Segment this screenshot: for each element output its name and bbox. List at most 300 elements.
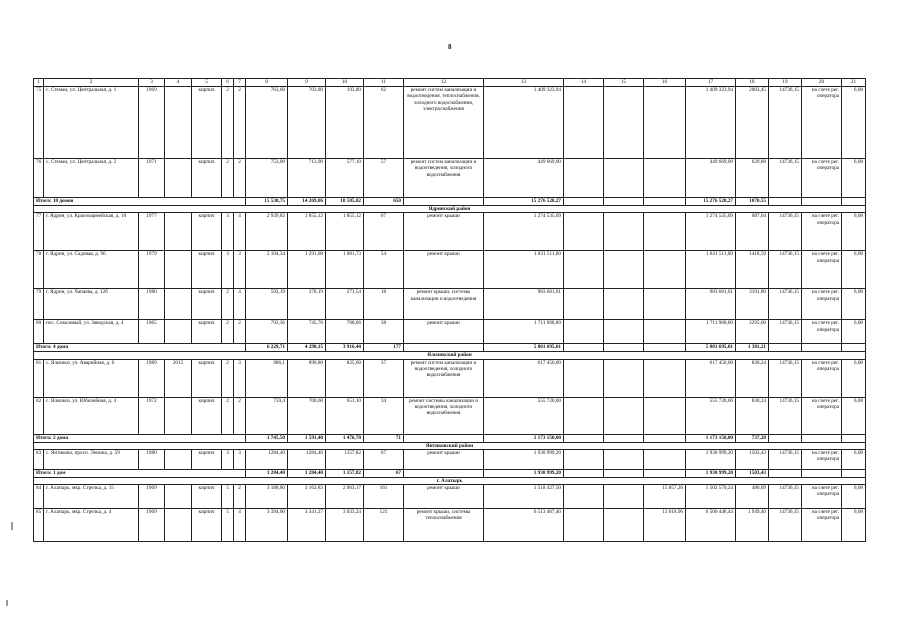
table-cell: ремонт крыши — [404, 320, 484, 344]
table-cell: 3 — [222, 213, 234, 251]
table-cell: 9 — [288, 79, 326, 87]
table-cell: 14736,15 — [769, 509, 802, 542]
table-cell — [604, 449, 644, 469]
table-cell: 3 — [222, 251, 234, 289]
table-cell: 37 — [364, 359, 404, 397]
table-cell — [404, 469, 484, 477]
table-cell: 1 591,40 — [288, 434, 326, 442]
table-cell: 1 831 511,00 — [686, 251, 736, 289]
table-cell: 1969 — [139, 485, 165, 509]
table-cell — [564, 469, 604, 477]
table-cell: 4 — [234, 289, 246, 320]
table-cell: 14736,15 — [769, 485, 802, 509]
table-cell — [802, 344, 842, 352]
table-cell — [644, 213, 686, 251]
table-cell: 4 — [234, 509, 246, 542]
table-cell: 14736,15 — [769, 213, 802, 251]
table-cell: 2 — [234, 159, 246, 198]
table-cell — [165, 289, 192, 320]
table-cell — [564, 87, 604, 159]
table-cell — [802, 434, 842, 442]
table-cell: 14736,15 — [769, 159, 802, 198]
table-cell: Итого: 4 дома — [34, 344, 246, 352]
table-cell — [165, 320, 192, 344]
table-cell: 1 930 999,20 — [686, 469, 736, 477]
table-cell: 1 409 323,94 — [484, 87, 564, 159]
table-cell — [604, 359, 644, 397]
table-cell: 14736,15 — [769, 397, 802, 434]
table-cell: кирпич — [192, 509, 222, 542]
table-cell: кирпич — [192, 320, 222, 344]
table-cell: ремонт крыши — [404, 213, 484, 251]
table-cell — [644, 198, 686, 206]
table-row — [34, 251, 866, 289]
table-cell — [564, 359, 604, 397]
table-cell: 5 801 695,01 — [686, 344, 736, 352]
table-cell: 3 — [234, 251, 246, 289]
table-cell: 1 476,70 — [326, 434, 364, 442]
table-cell — [165, 485, 192, 509]
table-cell: 1 173 150,00 — [686, 434, 736, 442]
table-cell: 3 033,24 — [326, 509, 364, 542]
table-cell: 10 — [326, 79, 364, 87]
table-cell — [404, 434, 484, 442]
table-cell: 6,08 — [842, 87, 866, 159]
table-row — [34, 320, 866, 344]
table-cell: 1 274 535,09 — [686, 213, 736, 251]
table-cell: г. Алатырь, мкр. Стрелка, д. 15 — [44, 485, 139, 509]
district-heading-row — [34, 442, 866, 449]
table-cell: с. Янтиково, просп. Ленина, д. 59 — [44, 449, 139, 469]
table-cell: ремонт систем канализации и водоотведения, теплоснабжения, холодного водоснабжения, электроснабжения — [404, 87, 484, 159]
table-cell: ремонт крыши, системы теплоснабжения — [404, 509, 484, 542]
table-cell: 555 720,00 — [484, 397, 564, 434]
table-cell: кирпич — [192, 289, 222, 320]
table-cell: 2 — [222, 289, 234, 320]
table-cell: 2 — [222, 320, 234, 344]
subtotal-row — [34, 344, 866, 352]
table-cell: 13 018,96 — [644, 509, 686, 542]
table-cell: 1 409 323,94 — [686, 87, 736, 159]
table-cell — [165, 251, 192, 289]
table-cell — [644, 397, 686, 434]
table-cell: с. Яльчики, ул. Юбилейная, д. 4 — [44, 397, 139, 434]
table-cell — [604, 344, 644, 352]
table-cell: 700,60 — [288, 397, 326, 434]
table-cell: 2 — [234, 485, 246, 509]
table-cell: 6 229,71 — [246, 344, 288, 352]
table-cell: 5 801 695,01 — [484, 344, 564, 352]
table-cell: 480,09 — [736, 485, 769, 509]
table-cell: ремонт системы канализации и водоотведения, холодного водоснабжения — [404, 397, 484, 434]
table-cell — [165, 397, 192, 434]
table-cell — [769, 344, 802, 352]
table-cell — [564, 289, 604, 320]
table-cell: 6,08 — [842, 449, 866, 469]
table-cell: 449 669,00 — [484, 159, 564, 198]
table-cell — [165, 449, 192, 469]
table-cell: 15 276 520,27 — [686, 198, 736, 206]
table-cell: 592,19 — [246, 289, 288, 320]
table-cell: на счете рег. оператора — [802, 485, 842, 509]
table-cell: 1 274 535,09 — [484, 213, 564, 251]
table-cell: 1 855,12 — [288, 213, 326, 251]
table-cell: кирпич — [192, 485, 222, 509]
table-cell: г. Ядрин, ул. Красноармейская, д. 10 — [44, 213, 139, 251]
table-cell: 1 157,82 — [326, 469, 364, 477]
table-cell: 78 — [34, 251, 44, 289]
table-cell: 67 — [364, 449, 404, 469]
table-cell: пос. Соколовый, ул. Заводская, д. 4 — [44, 320, 139, 344]
table-cell: 1503,43 — [736, 469, 769, 477]
table-cell: 983 681,01 — [484, 289, 564, 320]
table-cell: 6 513 467,40 — [484, 509, 564, 542]
table-cell: 1284,40 — [246, 449, 288, 469]
table-cell: 6,08 — [842, 485, 866, 509]
table-cell: 830,24 — [736, 397, 769, 434]
table-cell: кирпич — [192, 213, 222, 251]
table-cell: 687,04 — [736, 213, 769, 251]
table-cell: 6 500 448,44 — [686, 509, 736, 542]
table-cell: ремонт крыши — [404, 251, 484, 289]
table-cell — [564, 449, 604, 469]
table-cell — [644, 449, 686, 469]
table-cell: 6,08 — [842, 397, 866, 434]
table-cell: 12 — [404, 79, 484, 87]
table-cell — [165, 87, 192, 159]
table-cell: 1 081,73 — [326, 251, 364, 289]
table-cell: 1 930 999,20 — [484, 449, 564, 469]
table-cell: 1977 — [139, 213, 165, 251]
table-cell — [842, 198, 866, 206]
scan-margin-mark — [11, 522, 13, 530]
table-cell: 825,60 — [326, 359, 364, 397]
table-cell: 17 — [686, 79, 736, 87]
table-cell: 177 — [364, 344, 404, 352]
table-cell: кирпич — [192, 359, 222, 397]
table-cell: 5 — [192, 79, 222, 87]
table-cell: 57 — [364, 159, 404, 198]
table-cell: 83 — [34, 449, 44, 469]
table-cell: 38 — [364, 320, 404, 344]
table-cell: 3 341,27 — [288, 509, 326, 542]
table-cell: 2003,45 — [736, 87, 769, 159]
table-cell — [604, 320, 644, 344]
table-cell: 1 930 999,20 — [686, 449, 736, 469]
table-cell — [604, 213, 644, 251]
table-cell — [842, 344, 866, 352]
table-cell: 6,08 — [842, 159, 866, 198]
table-cell: 1 — [34, 79, 44, 87]
table-cell: 6 — [222, 79, 234, 87]
table-cell: 6,08 — [842, 359, 866, 397]
table-cell: 3191,80 — [736, 289, 769, 320]
table-cell: с. Стемаи, ул. Центральная, д. 1 — [44, 87, 139, 159]
table-cell: 713,90 — [288, 159, 326, 198]
table-cell — [604, 289, 644, 320]
table-cell: 193,80 — [326, 87, 364, 159]
table-cell — [604, 159, 644, 198]
table-cell: 4 — [165, 79, 192, 87]
subtotal-row — [34, 469, 866, 477]
table-cell: 708,06 — [326, 320, 364, 344]
table-cell: 1971 — [139, 159, 165, 198]
table-cell: 2015 — [165, 359, 192, 397]
table-cell: 3 916,44 — [326, 344, 364, 352]
table-cell: 1980 — [139, 289, 165, 320]
table-cell — [604, 434, 644, 442]
table-cell: 2 — [222, 359, 234, 397]
table-cell — [604, 87, 644, 159]
table-cell: 1 855,12 — [326, 213, 364, 251]
table-cell — [769, 434, 802, 442]
table-cell: 121 — [364, 509, 404, 542]
table-cell — [644, 251, 686, 289]
table-cell: кирпич — [192, 159, 222, 198]
table-cell: 21 — [842, 79, 866, 87]
table-cell: на счете рег. оператора — [802, 359, 842, 397]
table-cell: 15 857,26 — [644, 485, 686, 509]
table-cell: 986,1 — [246, 359, 288, 397]
table-cell: 3 — [234, 359, 246, 397]
table-cell: 6,08 — [842, 509, 866, 542]
table-cell: Яльчикский район — [34, 352, 866, 359]
table-cell: 2295,60 — [736, 320, 769, 344]
table-cell: Итого: 10 домов — [34, 198, 246, 206]
table-cell — [802, 198, 842, 206]
table-cell: 14736,15 — [769, 289, 802, 320]
table-cell: 6,08 — [842, 320, 866, 344]
table-cell: 54 — [364, 251, 404, 289]
table-cell — [644, 320, 686, 344]
table-cell: 85 — [34, 509, 44, 542]
table-cell: ремонт систем канализации и водоотведения, холодного водоснабжения — [404, 159, 484, 198]
table-cell — [165, 159, 192, 198]
table-cell: г. Алатырь, мкр. Стрелка, д. 4 — [44, 509, 139, 542]
table-cell: 1 930 999,20 — [484, 469, 564, 477]
table-cell: 1284,40 — [288, 449, 326, 469]
table-cell: 16 — [644, 79, 686, 87]
table-cell: на счете рег. оператора — [802, 289, 842, 320]
table-cell: 577,10 — [326, 159, 364, 198]
table-cell: ремонт крыши — [404, 449, 484, 469]
table-cell: 10 585,02 — [326, 198, 364, 206]
table-cell: 6,08 — [842, 289, 866, 320]
table-cell: 1418,59 — [736, 251, 769, 289]
table-cell: 1979 — [139, 251, 165, 289]
table-cell — [604, 485, 644, 509]
table-cell: 1157,82 — [326, 449, 364, 469]
table-cell — [604, 397, 644, 434]
table-cell — [564, 159, 604, 198]
table-cell: 11 — [364, 79, 404, 87]
district-heading-row — [34, 352, 866, 359]
table-cell: 3 — [139, 79, 165, 87]
table-cell: 629,88 — [736, 159, 769, 198]
table-cell: 6,08 — [842, 213, 866, 251]
subtotal-row — [34, 434, 866, 442]
table-cell — [644, 469, 686, 477]
table-cell: 1 711 968,00 — [484, 320, 564, 344]
table-cell: 2 939,82 — [246, 213, 288, 251]
table-cell: ремонт крыши, системы канализации и водоотведения — [404, 289, 484, 320]
table-cell — [644, 359, 686, 397]
table-cell: 84 — [34, 485, 44, 509]
table-cell — [644, 87, 686, 159]
table-cell: 650 — [364, 198, 404, 206]
table-cell: 15 530,75 — [246, 198, 288, 206]
table-cell: 161 — [364, 485, 404, 509]
subtotal-row — [34, 198, 866, 206]
table-cell — [165, 509, 192, 542]
table-cell: 67 — [364, 213, 404, 251]
table-cell: ремонт систем канализации и водоотведения, холодного водоснабжения — [404, 359, 484, 397]
table-cell: 8 — [246, 79, 288, 87]
table-cell — [564, 198, 604, 206]
table-cell: ремонт крыши — [404, 485, 484, 509]
table-cell — [564, 320, 604, 344]
table-cell — [564, 213, 604, 251]
table-cell: 1 381,21 — [736, 344, 769, 352]
table-cell — [604, 509, 644, 542]
table-cell: 651,10 — [326, 397, 364, 434]
table-cell — [564, 251, 604, 289]
table-row — [34, 397, 866, 434]
table-cell: на счете рег. оператора — [802, 509, 842, 542]
table-cell: 80 — [34, 320, 44, 344]
table-cell: 5 — [222, 509, 234, 542]
table-cell: Итого: 2 дома — [34, 434, 246, 442]
table-cell: 271,54 — [326, 289, 364, 320]
table-row — [34, 359, 866, 397]
table-cell: Итого: 1 дом — [34, 469, 246, 477]
table-cell: 18 — [736, 79, 769, 87]
table-cell: 2 — [222, 159, 234, 198]
table-cell: 2 — [234, 320, 246, 344]
table-cell: 983 681,01 — [686, 289, 736, 320]
table-cell: 3 188,80 — [246, 485, 288, 509]
table-cell: 1 284,40 — [246, 469, 288, 477]
table-cell: 14 — [564, 79, 604, 87]
table-cell: 1 291,08 — [288, 251, 326, 289]
table-cell: 1969 — [139, 509, 165, 542]
table-cell: 14736,15 — [769, 251, 802, 289]
table-cell: с. Стемаи, ул. Центральная, д. 2 — [44, 159, 139, 198]
table-cell: 763,60 — [246, 87, 288, 159]
column-number-row — [34, 79, 866, 87]
table-cell: 6,08 — [842, 251, 866, 289]
table-cell — [564, 485, 604, 509]
table-cell: Ядринский район — [34, 206, 866, 213]
table-cell: 703,80 — [288, 87, 326, 159]
table-cell: 2 — [234, 397, 246, 434]
table-cell: 3 — [222, 449, 234, 469]
table-cell: 3 162,83 — [288, 485, 326, 509]
table-cell: 13 — [484, 79, 564, 87]
table-cell: 2 — [234, 87, 246, 159]
table-cell — [404, 198, 484, 206]
table-cell: 2 — [222, 397, 234, 434]
table-cell: кирпич — [192, 87, 222, 159]
table-cell: 1503,43 — [736, 449, 769, 469]
table-cell — [644, 159, 686, 198]
table-cell: 2 — [222, 87, 234, 159]
table-cell — [802, 469, 842, 477]
table-cell: 15 — [604, 79, 644, 87]
table-cell: 75 — [34, 87, 44, 159]
table-cell: 15 276 520,27 — [484, 198, 564, 206]
table-cell: 1 711 968,00 — [686, 320, 736, 344]
table-cell: 1980 — [139, 449, 165, 469]
table-cell: 1972 — [139, 397, 165, 434]
housing-repair-table — [33, 78, 866, 542]
table-cell — [842, 434, 866, 442]
table-cell: 71 — [364, 434, 404, 442]
table-cell — [564, 344, 604, 352]
table-row — [34, 509, 866, 542]
table-cell: 1 518 427,50 — [484, 485, 564, 509]
table-row — [34, 289, 866, 320]
table-cell: 14736,15 — [769, 359, 802, 397]
table-cell: 890,80 — [288, 359, 326, 397]
table-cell: 7 — [234, 79, 246, 87]
table-cell: 745,76 — [288, 320, 326, 344]
table-cell — [604, 251, 644, 289]
table-cell: 1 745,50 — [246, 434, 288, 442]
table-cell: 1 502 570,24 — [686, 485, 736, 509]
table-cell: 378,19 — [288, 289, 326, 320]
table-cell: 14736,15 — [769, 449, 802, 469]
table-cell: г. Ядрин, ул. Садовая, д. 96 — [44, 251, 139, 289]
table-cell — [564, 509, 604, 542]
table-cell: 5 — [222, 485, 234, 509]
table-cell: 1 831 511,00 — [484, 251, 564, 289]
table-cell: 2 104,34 — [246, 251, 288, 289]
table-row — [34, 213, 866, 251]
table-cell — [769, 198, 802, 206]
table-cell: 759,4 — [246, 397, 288, 434]
table-cell: 20 — [802, 79, 842, 87]
table-cell: 3 394,00 — [246, 509, 288, 542]
table-cell: кирпич — [192, 251, 222, 289]
table-cell: 3 — [234, 449, 246, 469]
table-cell: г. Алатырь — [34, 477, 866, 484]
table-cell: на счете рег. оператора — [802, 213, 842, 251]
table-cell: 76 — [34, 159, 44, 198]
table-cell: Янтиковский район — [34, 442, 866, 449]
table-cell: 62 — [364, 87, 404, 159]
table-cell: 753,00 — [246, 159, 288, 198]
table-cell — [604, 469, 644, 477]
table-cell — [644, 344, 686, 352]
table-cell: 449 669,00 — [686, 159, 736, 198]
district-heading-row — [34, 206, 866, 213]
table-row — [34, 87, 866, 159]
table-cell: 4 — [234, 213, 246, 251]
table-cell: г. Ядрин, ул. Чапаева, д. 12б — [44, 289, 139, 320]
table-cell: 18 — [364, 289, 404, 320]
district-heading-row — [34, 477, 866, 484]
table-cell: 82 — [34, 397, 44, 434]
table-cell: на счете рег. оператора — [802, 449, 842, 469]
table-cell: 1070,55 — [736, 198, 769, 206]
table-cell — [644, 289, 686, 320]
table-cell: 14 269,86 — [288, 198, 326, 206]
table-cell: кирпич — [192, 449, 222, 469]
table-cell: 4 290,15 — [288, 344, 326, 352]
table-cell: 617 450,00 — [686, 359, 736, 397]
table-cell — [165, 213, 192, 251]
